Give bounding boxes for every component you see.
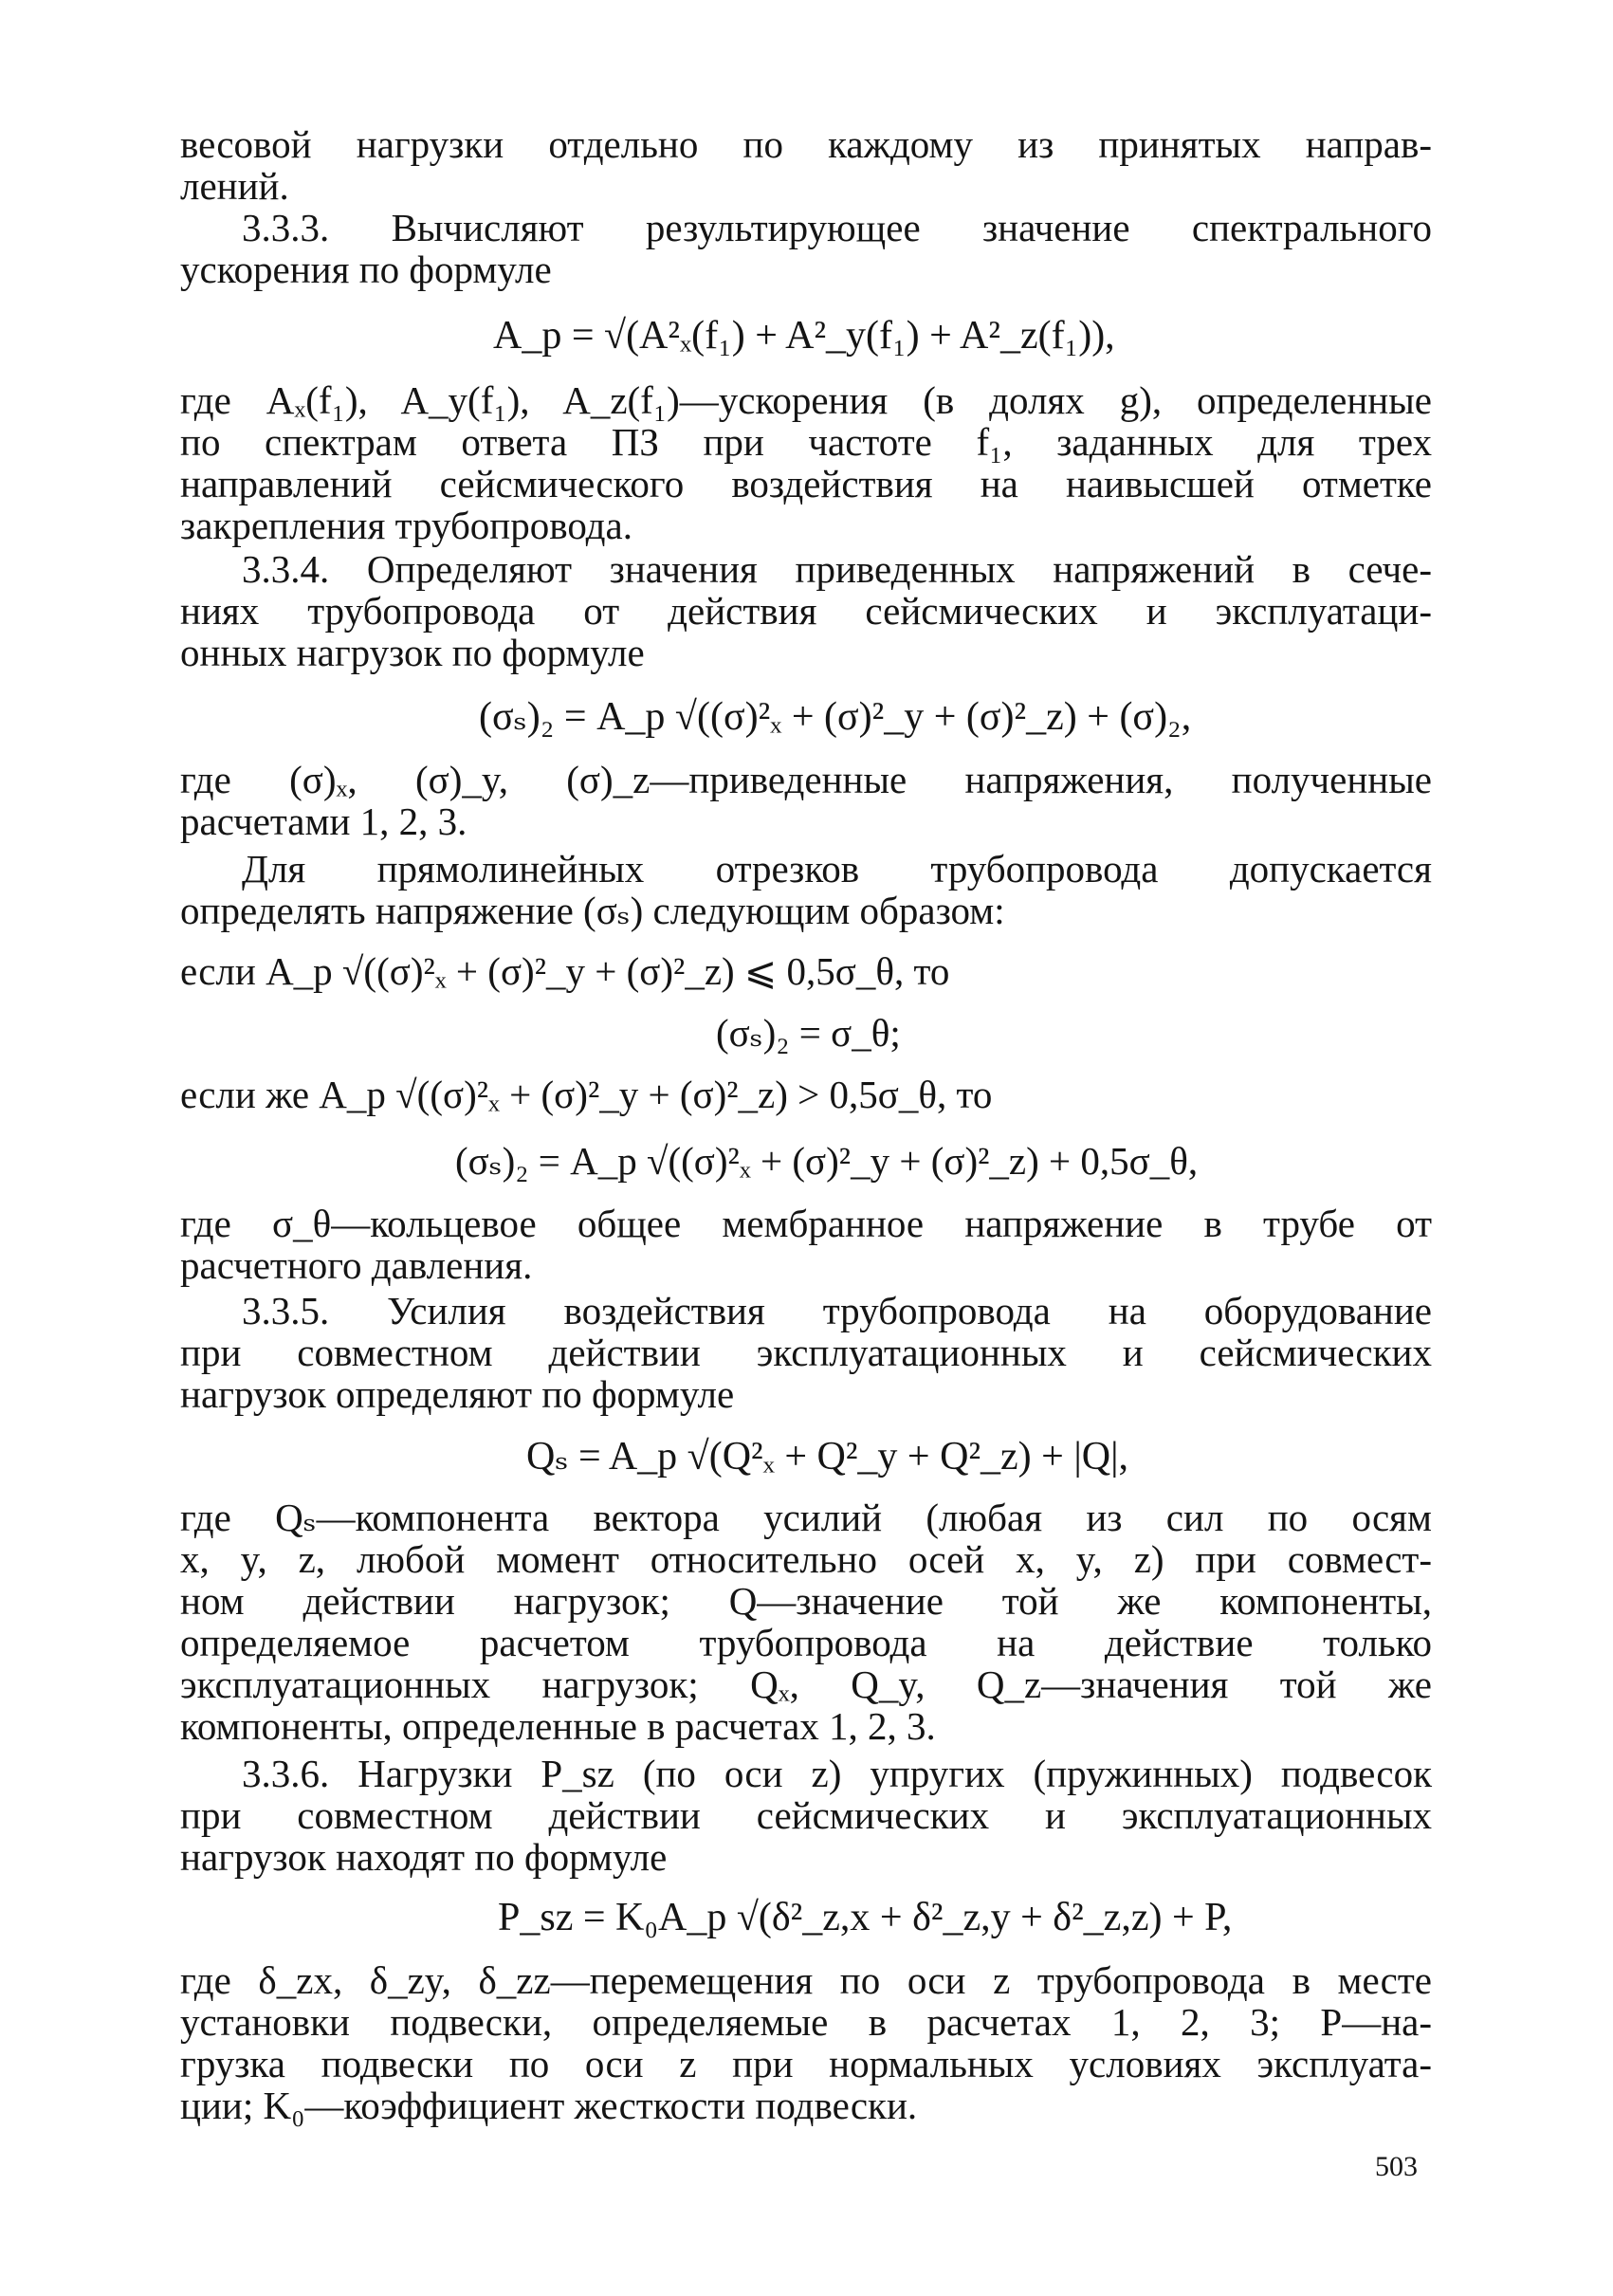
- text-line: где σ_θ—кольцевое общее мембранное напряжение в трубе от: [180, 1202, 1432, 1245]
- page-number: 503: [1375, 2151, 1418, 2182]
- text-line: весовой нагрузки отдельно по каждому из принятых направ-: [180, 122, 1432, 166]
- text-line: нагрузок определяют по формуле: [180, 1372, 735, 1416]
- text-line: лений.: [180, 164, 289, 208]
- text-line: 3.3.5. Усилия воздействия трубопровода на оборудование: [242, 1289, 1432, 1332]
- text-line: закрепления трубопровода.: [180, 504, 632, 547]
- text-line: установки подвески, определяемые в расчетах 1, 2, 3; P—на-: [180, 2000, 1432, 2044]
- text-line: где (σ)ₓ, (σ)_y, (σ)_z—приведенные напряжения, полученные: [180, 758, 1432, 801]
- text-line: ускорения по формуле: [180, 248, 552, 291]
- text-line: ции; K₀—коэффициент жесткости подвески.: [180, 2084, 918, 2127]
- text-line: Для прямолинейных отрезков трубопровода допускается: [242, 847, 1432, 891]
- text-line: при совместном действии сейсмических и эксплуатационных: [180, 1793, 1432, 1837]
- text-line: 3.3.6. Нагрузки P_sz (по оси z) упругих (пружинных) подвесок: [242, 1752, 1432, 1795]
- formula: (σₛ)₂ = σ_θ;: [716, 1011, 901, 1055]
- text-line: грузка подвески по оси z при нормальных условиях эксплуата-: [180, 2042, 1432, 2085]
- text-line: по спектрам ответа ПЗ при частоте f₁, заданных для трех: [180, 420, 1432, 464]
- formula: Qₛ = A_p √(Q²ₓ + Q²_y + Q²_z) + |Q|,: [526, 1435, 1129, 1479]
- formula: (σₛ)₂ = A_p √((σ)²ₓ + (σ)²_y + (σ)²_z) + 0,5σ_θ,: [455, 1139, 1199, 1183]
- formula: если A_p √((σ)²ₓ + (σ)²_y + (σ)²_z) ⩽ 0,5σ_θ, то: [180, 949, 950, 993]
- text-line: расчетного давления.: [180, 1243, 533, 1287]
- text-line: 3.3.4. Определяют значения приведенных напряжений в сече-: [242, 547, 1432, 591]
- formula: (σₛ)₂ = A_p √((σ)²ₓ + (σ)²_y + (σ)²_z) + (σ)₂,: [479, 695, 1192, 739]
- text-line: ниях трубопровода от действия сейсмических и эксплуатаци-: [180, 589, 1432, 633]
- text-line: компоненты, определенные в расчетах 1, 2, 3.: [180, 1704, 936, 1748]
- text-line: x, y, z, любой момент относительно осей x, y, z) при совмест-: [180, 1537, 1432, 1581]
- text-line: расчетами 1, 2, 3.: [180, 799, 467, 843]
- text-line: определять напряжение (σₛ) следующим образом:: [180, 889, 1005, 932]
- text-line: нагрузок находят по формуле: [180, 1835, 668, 1879]
- text-line: онных нагрузок по формуле: [180, 631, 645, 674]
- text-line: 3.3.3. Вычисляют результирующее значение спектрального: [242, 206, 1432, 249]
- text-line: эксплуатационных нагрузок; Qₓ, Q_y, Q_z—значения той же: [180, 1662, 1432, 1706]
- text-line: ном действии нагрузок; Q—значение той же компоненты,: [180, 1579, 1432, 1623]
- text-line: определяемое расчетом трубопровода на действие только: [180, 1621, 1432, 1664]
- text-line: где δ_zx, δ_zy, δ_zz—перемещения по оси z трубопровода в месте: [180, 1958, 1432, 2002]
- formula: A_p = √(A²ₓ(f₁) + A²_y(f₁) + A²_z(f₁)),: [493, 314, 1115, 358]
- formula: если же A_p √((σ)²ₓ + (σ)²_y + (σ)²_z) > 0,5σ_θ, то: [180, 1073, 993, 1116]
- text-line: где Aₓ(f₁), A_y(f₁), A_z(f₁)—ускорения (в долях g), определенные: [180, 378, 1432, 422]
- text-line: при совместном действии эксплуатационных и сейсмических: [180, 1331, 1432, 1374]
- text-line: где Qₛ—компонента вектора усилий (любая из сил по осям: [180, 1496, 1432, 1539]
- text-line: направлений сейсмического воздействия на наивысшей отметке: [180, 462, 1432, 505]
- formula: P_sz = K₀A_p √(δ²_z,x + δ²_z,y + δ²_z,z) + P,: [498, 1896, 1233, 1939]
